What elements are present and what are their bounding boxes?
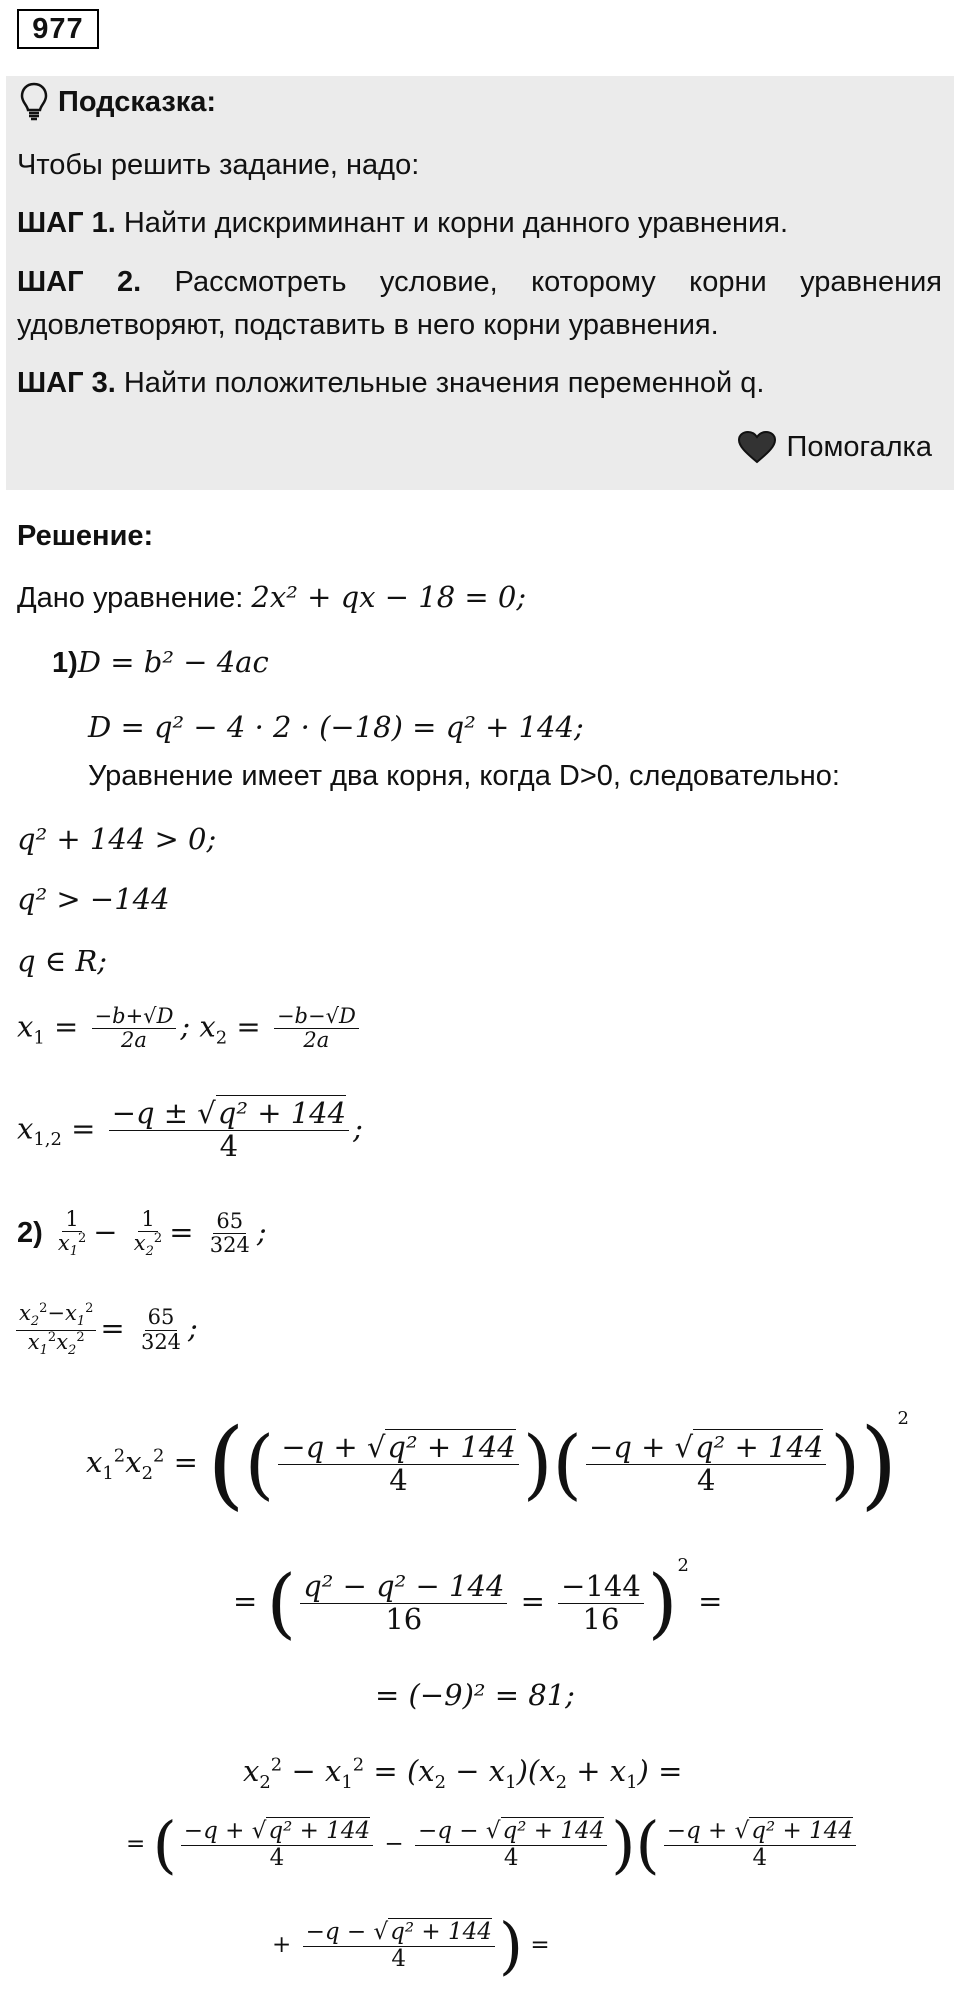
step2-equation: 2) $\frac{1}{x_1^2}$ − $\frac{1}{x_2^2}$ = $\frac{65}{324}$ ; <box>17 1207 267 1260</box>
product-simplified: = ( $\frac{\text{q² − q² − 144}}{16}$ = $\frac{-144}{16}$ )$^2$ = <box>233 1555 723 1647</box>
hint-step-1: ШАГ 1. Найти дискриминант и корни данного уравнения. <box>17 207 789 239</box>
difference-expanded-cont: + $\frac{\text{−q − √q² + 144}}{4}$ ) = <box>272 1909 550 1982</box>
hint-step-3: ШАГ 3. Найти положительные значения переменной q. <box>17 367 765 399</box>
product-squares: $x_1^2x_2^2$ = (( $\frac{\text{−q + √q² + 144}}{4}$ )( $\frac{\text{−q + √q² + 144}}{4}$ ))$^2$ <box>86 1408 909 1520</box>
difference-squares: $x_2^2 - x_1^2 = (x_2 - x_1)(x_2 + x_1)$ = <box>243 1754 683 1793</box>
d-calculation: D = q² − 4 · 2 · (−18) = q² + 144; <box>88 710 584 744</box>
roots-general: $x_{1,2}$ = $\frac{\text{−q ± √q² + 144}}{4}$ ; <box>17 1096 363 1163</box>
hint-step-2: ШАГ 2. Рассмотреть условие, которому корни уравнения удовлетворяют, подставить в него корни уравнения. <box>17 266 942 341</box>
lightbulb-icon <box>20 82 48 122</box>
difference-expanded: = ( $\frac{\text{−q + √q² + 144}}{4}$ − $\frac{\text{−q − √q² + 144}}{4}$ )( $\frac{\text{−q + √q² + 144}}{4}$ <box>126 1814 860 1876</box>
inequality-3: q ∈ R; <box>17 944 108 978</box>
heart-icon <box>737 430 777 464</box>
inequality-1: q² + 144 > 0; <box>17 822 217 856</box>
hint-intro: Чтобы решить задание, надо: <box>17 149 420 181</box>
given-equation: Дано уравнение: 2x² + qx − 18 = 0; <box>17 580 527 614</box>
task-number: 977 <box>17 9 99 49</box>
result-81: = (−9)² = 81; <box>375 1678 575 1712</box>
step2-combined: $\frac{x_2^2-x_1^2}{x_1^2x_2^2}$ = $\frac{65}{324}$ ; <box>12 1302 198 1358</box>
step1-d-formula: 1)D = b² − 4ac <box>52 645 269 679</box>
pomogalka-link[interactable]: Помогалка <box>737 430 932 464</box>
hint-box <box>6 76 954 490</box>
two-roots-text: Уравнение имеет два корня, когда D>0, следовательно: <box>88 760 840 792</box>
hint-title: Подсказка: <box>20 82 216 122</box>
solution-title: Решение: <box>17 520 154 552</box>
roots-formula: $x_1$ = $\frac{-b+√D}{2a}$ ; $x_2$ = $\frac{-b-√D}{2a}$ <box>17 1005 363 1052</box>
inequality-2: q² > −144 <box>17 882 170 916</box>
